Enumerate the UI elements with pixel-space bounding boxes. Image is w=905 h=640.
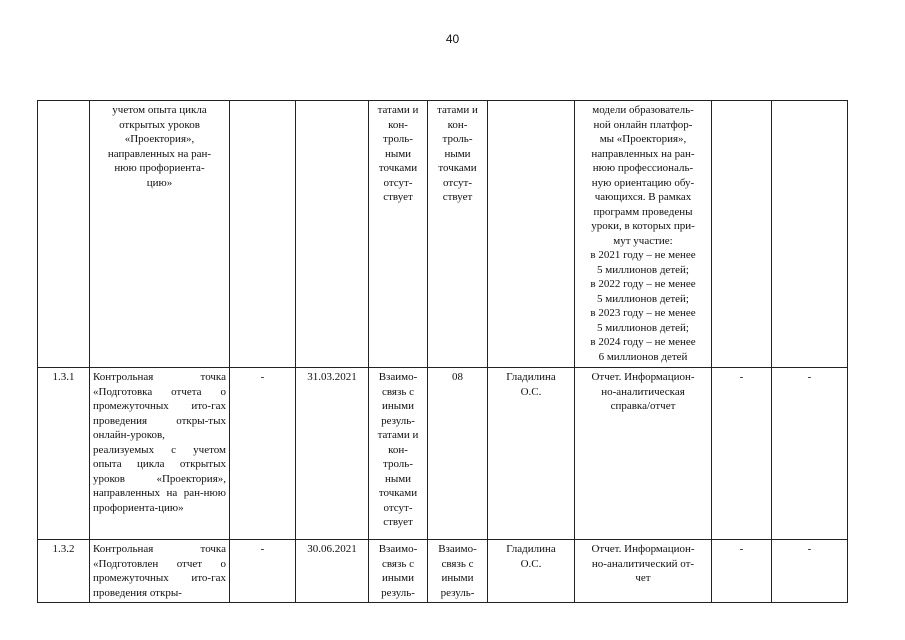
cell-start-date: - — [230, 368, 296, 540]
cell-responsible: Гладилина О.С. — [488, 540, 575, 603]
cell-result: Отчет. Информацион- но-аналитический от- чет — [575, 540, 712, 603]
cell-start-date — [230, 101, 296, 368]
cell-responsible — [488, 101, 575, 368]
cell-result: модели образователь- ной онлайн платфор- мы «Проектория», направленных на ран- нюю профессиональ- ную ориентацию обу- чающихся. В рамках программ проведены уроки, в которых при- мут участие: в 2021 году – не менее 5 миллионов детей; в 2022 году – не менее 5 миллионов детей; в 2023 году – не менее 5 миллионов детей; в 2024 году – не менее 6 миллионов детей — [575, 101, 712, 368]
cell-name: Контрольная точка «Подготовлен отчет о промежуточных ито-гах проведения откры- — [90, 540, 230, 603]
table-row — [38, 368, 848, 540]
cell-number — [38, 101, 90, 368]
cell-end-date: 30.06.2021 — [296, 540, 369, 603]
table-row — [38, 540, 848, 603]
cell-extra: - — [772, 368, 848, 540]
cell-result: Отчет. Информацион- но-аналитическая справка/отчет — [575, 368, 712, 540]
cell-end-date: 31.03.2021 — [296, 368, 369, 540]
cell-extra: - — [772, 540, 848, 603]
cell-predecessor: Взаимо- связь с иными резуль- — [369, 540, 428, 603]
cell-level: - — [712, 540, 772, 603]
cell-predecessor: Взаимо- связь с иными резуль- татами и кон- троль- ными точками отсут- ствует — [369, 368, 428, 540]
cell-number: 1.3.1 — [38, 368, 90, 540]
cell-successor: 08 — [428, 368, 488, 540]
cell-successor: татами и кон- троль- ными точками отсут- ствует — [428, 101, 488, 368]
cell-level — [712, 101, 772, 368]
cell-level: - — [712, 368, 772, 540]
cell-successor: Взаимо- связь с иными резуль- — [428, 540, 488, 603]
cell-start-date: - — [230, 540, 296, 603]
cell-end-date — [296, 101, 369, 368]
page-number: 40 — [445, 32, 460, 46]
cell-name: учетом опыта цикла открытых уроков «Проектория», направленных на ран- нюю профориента- цию» — [90, 101, 230, 368]
cell-number: 1.3.2 — [38, 540, 90, 603]
cell-extra — [772, 101, 848, 368]
cell-name: Контрольная точка «Подготовка отчета о промежуточных ито-гах проведения откры-тых онлайн-уроков, реализуемых с учетом опыта цикла открытых уроков «Проектория», направленных на ран-нюю профориента-цию» — [90, 368, 230, 540]
table-row — [38, 101, 848, 368]
cell-predecessor: татами и кон- троль- ными точками отсут- ствует — [369, 101, 428, 368]
plan-table — [37, 100, 848, 603]
cell-responsible: Гладилина О.С. — [488, 368, 575, 540]
